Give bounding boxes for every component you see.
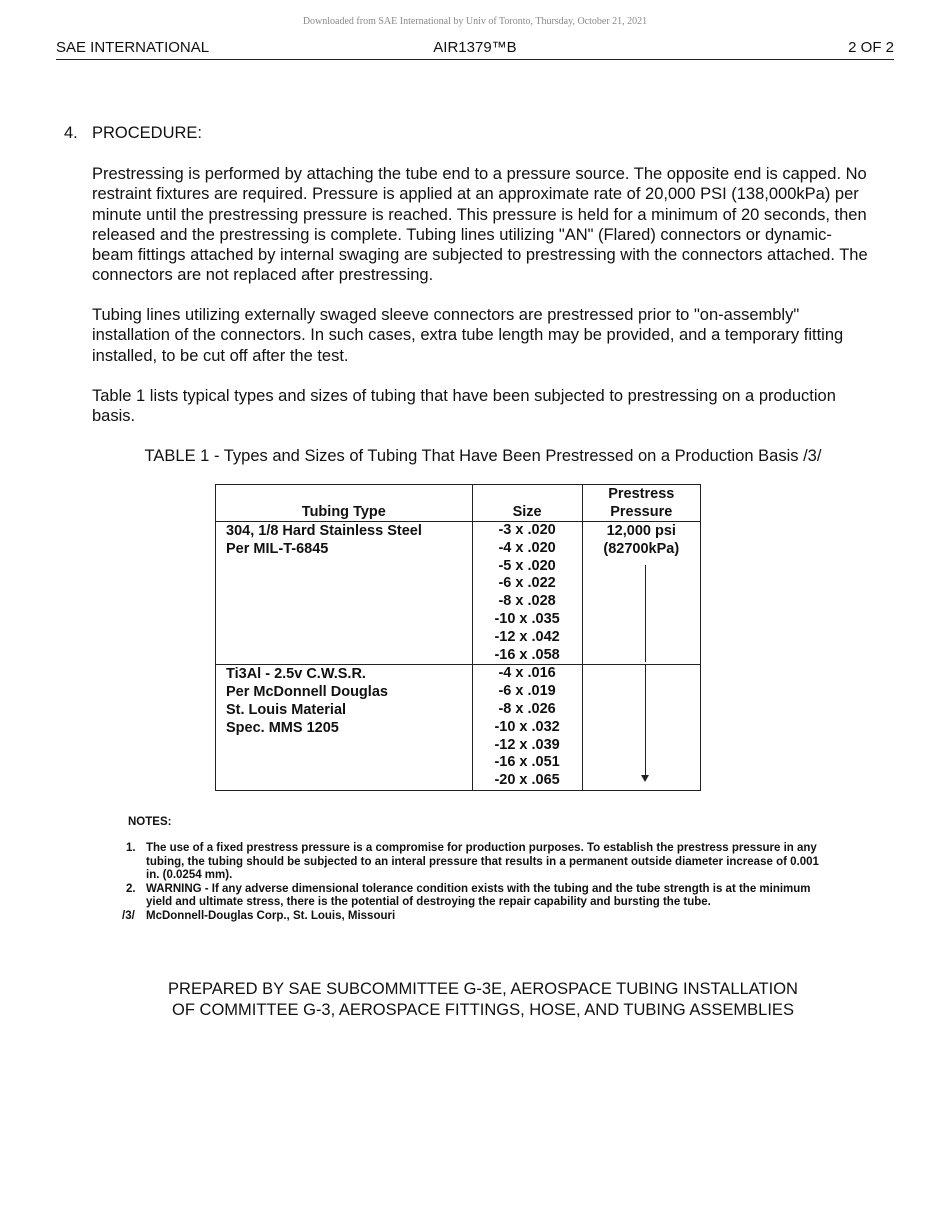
type-line: Spec. MMS 1205 (226, 720, 339, 737)
note-item (126, 842, 826, 883)
procedure-paragraph-3: Table 1 lists typical types and sizes of tubing that have been subjected to prestressing on a production basis. (92, 387, 836, 426)
size-value: -3 x .020 (498, 522, 556, 538)
table-row-stainless (216, 522, 701, 665)
pressure-value: 12,000 psi (606, 523, 676, 539)
prepared-by-line-2: OF COMMITTEE G-3, AEROSPACE FITTINGS, HOSE, AND TUBING ASSEMBLIES (172, 1001, 794, 1019)
procedure-paragraph-1: Prestressing is performed by attaching the tube end to a pressure source. The opposite end is capped. No restraint fixtures are required. Pressure is applied at an approximate rate of 20,000 PSI (138,000kPa) per minute until the prestressing pressure is reached. This pressure is held for a minimum of 20 seconds, then released and the prestressing is complete. Tubing lines utilizing "AN" (Flared) connectors or dynamic-beam fittings attached by internal swaging are subjected to prestressing with the connectors attached. The connectors are not replaced after prestressing. (92, 165, 868, 285)
size-value: -5 x .020 (498, 557, 556, 574)
size-value: -8 x .026 (498, 700, 556, 717)
type-line: Ti3Al - 2.5v C.W.S.R. (226, 666, 366, 683)
note-marker: 1. (126, 842, 136, 854)
pressure-arrow-line (645, 565, 646, 662)
note-text: The use of a fixed prestress pressure is a compromise for production purposes. To establish the prestress pressure in any tubing, the tubing should be subjected to an interal pressure that results in a permanent outside diameter increase of 0.001 in. (0.0254 mm). (146, 842, 819, 881)
pressure-arrow-line-continued (645, 665, 646, 775)
size-value: -8 x .028 (498, 593, 556, 610)
size-value: -10 x .032 (494, 718, 560, 735)
size-value: -4 x .016 (498, 665, 556, 682)
header-pressure-line-2: Pressure (610, 504, 673, 520)
size-value: -12 x .039 (494, 736, 560, 753)
header-page-number: 2 OF 2 (848, 39, 894, 56)
size-value: -16 x .051 (494, 754, 560, 771)
tubing-table (215, 484, 701, 791)
table-caption-text: TABLE 1 - Types and Sizes of Tubing That Have Been Prestressed on a Production Basis /3/ (144, 447, 822, 465)
type-line: Per MIL-T-6845 (226, 541, 329, 557)
header-document-number: AIR1379™B (433, 39, 517, 56)
size-value: -20 x .065 (494, 772, 560, 789)
table-header-row (216, 485, 701, 522)
pressure-cell-stainless (582, 522, 700, 665)
note-item (122, 909, 826, 924)
prepared-by-line-1: PREPARED BY SAE SUBCOMMITTEE G-3E, AEROSPACE TUBING INSTALLATION (168, 980, 798, 998)
section-title: PROCEDURE: (92, 124, 203, 142)
type-cell-titanium (216, 665, 473, 791)
header-size: Size (472, 485, 582, 522)
note-marker: 2. (126, 882, 136, 895)
download-notice: Downloaded from SAE International by Univ of Toronto, Thursday, October 21, 2021 (302, 16, 648, 27)
note-text: WARNING - If any adverse dimensional tolerance condition exists with the tubing and the tube strength is at the minimum yield and ultimate stress, there is the potential of destroying the repair capability and bursting the tube. (146, 882, 811, 908)
size-cell-titanium (472, 665, 582, 791)
header-prestress-pressure (582, 485, 700, 522)
size-cell-stainless (472, 522, 582, 665)
section-heading (64, 124, 202, 143)
note-text: McDonnell-Douglas Corp., St. Louis, Missouri (146, 909, 396, 922)
type-cell-stainless (216, 522, 473, 665)
pressure-cell-titanium (582, 665, 700, 791)
arrow-down-icon (641, 775, 649, 782)
size-value: -16 x .058 (494, 646, 560, 663)
header-tubing-type: Tubing Type (216, 485, 473, 522)
notes-list (122, 842, 826, 923)
notes-heading: NOTES: (128, 816, 172, 828)
pressure-value-kpa: (82700kPa) (603, 541, 680, 557)
procedure-paragraph-2: Tubing lines utilizing externally swaged sleeve connectors are prestressed prior to "on-assembly" installation of the connectors. In such cases, extra tube length may be provided, and a temporary fitting installed, to be cut off after the test. (92, 306, 844, 365)
size-value: -6 x .019 (498, 683, 556, 700)
page-header (56, 39, 894, 60)
size-value: -12 x .042 (494, 628, 560, 645)
header-organization: SAE INTERNATIONAL (56, 39, 210, 56)
section-number: 4. (64, 124, 78, 142)
type-line: Per McDonnell Douglas (226, 684, 388, 701)
prepared-by-statement (0, 979, 950, 1021)
table-caption (0, 447, 950, 466)
type-line: 304, 1/8 Hard Stainless Steel (226, 523, 422, 539)
header-pressure-line-1: Prestress (608, 486, 675, 502)
note-marker: /3/ (122, 909, 135, 922)
size-value: -10 x .035 (494, 610, 560, 627)
type-line: St. Louis Material (226, 702, 347, 719)
note-item (126, 883, 826, 910)
table-row-titanium (216, 665, 701, 791)
size-value: -6 x .022 (498, 575, 556, 592)
size-value: -4 x .020 (498, 539, 556, 556)
